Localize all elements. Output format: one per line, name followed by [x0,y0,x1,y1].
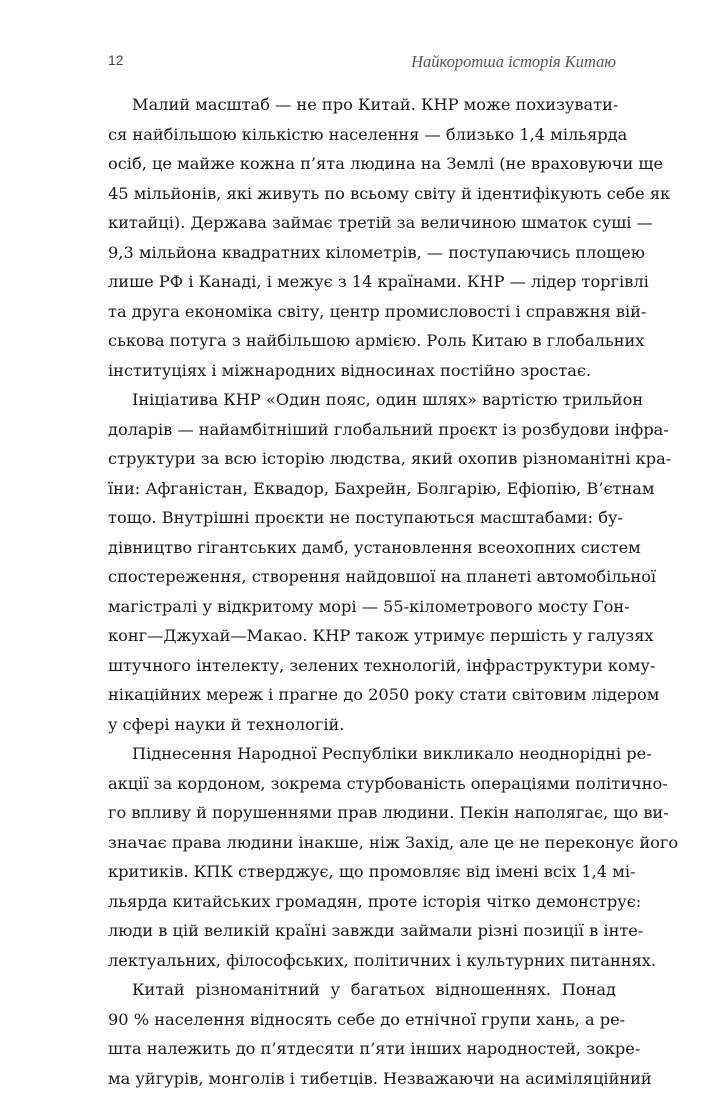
page-header [108,52,616,74]
text-line: Малий масштаб — не про Китай. КНР може похизувати- [108,90,616,120]
text-line: ся найбільшою кількістю населення — близько 1,4 мільярда [108,120,616,150]
body-text [108,90,616,1093]
text-line: го впливу й порушеннями прав людини. Пекін наполягає, що ви- [108,798,616,828]
text-line: спостереження, створення найдовшої на планеті автомобільної [108,562,616,592]
text-line: акції за кордоном, зокрема стурбованість операціями політично- [108,769,616,799]
text-line: їни: Афганістан, Еквадор, Бахрейн, Болгарію, Ефіопію, В’єтнам [108,474,616,504]
text-line: у сфері науки й технологій. [108,710,616,740]
text-line: Китай різноманітний у багатьох відношеннях. Понад [108,975,616,1005]
text-line: дівництво гігантських дамб, установлення всеохопних систем [108,533,616,563]
text-line: 90 % населення відносять себе до етнічної групи хань, а ре- [108,1005,616,1035]
text-line: критиків. КПК стверджує, що промовляє від імені всіх 1,4 мі- [108,857,616,887]
text-line: доларів — найамбітніший глобальний проєкт із розбудови інфра- [108,415,616,445]
text-line: штучного інтелекту, зелених технологій, інфраструктури кому- [108,651,616,681]
text-line: значає права людини інакше, ніж Захід, але це не переконує його [108,828,616,858]
text-line: лектуальних, філософських, політичних і культурних питаннях. [108,946,616,976]
text-line: структури за всю історію людства, який охопив різноманітні кра- [108,444,616,474]
running-title: Найкоротша історія Китаю [411,52,616,72]
text-line: шта належить до п’ятдесяти п’яти інших народностей, зокре- [108,1034,616,1064]
text-line: тощо. Внутрішні проєкти не поступаються масштабами: бу- [108,503,616,533]
text-line: магістралі у відкритому морі — 55-кілометрового мосту Гон- [108,592,616,622]
text-line: Ініціатива КНР «Один пояс, один шлях» вартістю трильйон [108,385,616,415]
text-line: ма уйгурів, монголів і тибетців. Незважаючи на асиміляційний [108,1064,616,1093]
text-line: люди в цій великій країні завжди займали різні позиції в інте- [108,916,616,946]
text-line: китайці). Держава займає третій за величиною шматок суші — [108,208,616,238]
text-line: Піднесення Народної Республіки викликало неоднорідні ре- [108,739,616,769]
text-line: інституціях і міжнародних відносинах постійно зростає. [108,356,616,386]
text-line: осіб, це майже кожна п’ята людина на Землі (не враховуючи ще [108,149,616,179]
text-line: конг—Джухай—Макао. КНР також утримує першість у галузях [108,621,616,651]
text-line: ськова потуга з найбільшою армією. Роль Китаю в глобальних [108,326,616,356]
text-line: 45 мільйонів, які живуть по всьому світу й ідентифікують себе як [108,179,616,209]
text-line: та друга економіка світу, центр промисловості і справжня вій- [108,297,616,327]
text-line: льярда китайських громадян, проте історія чітко демонструє: [108,887,616,917]
text-line: 9,3 мільйона квадратних кілометрів, — поступаючись площею [108,238,616,268]
page-number: 12 [108,52,124,68]
text-line: лише РФ і Канаді, і межує з 14 країнами. КНР — лідер торгівлі [108,267,616,297]
text-line: нікаційних мереж і прагне до 2050 року стати світовим лідером [108,680,616,710]
